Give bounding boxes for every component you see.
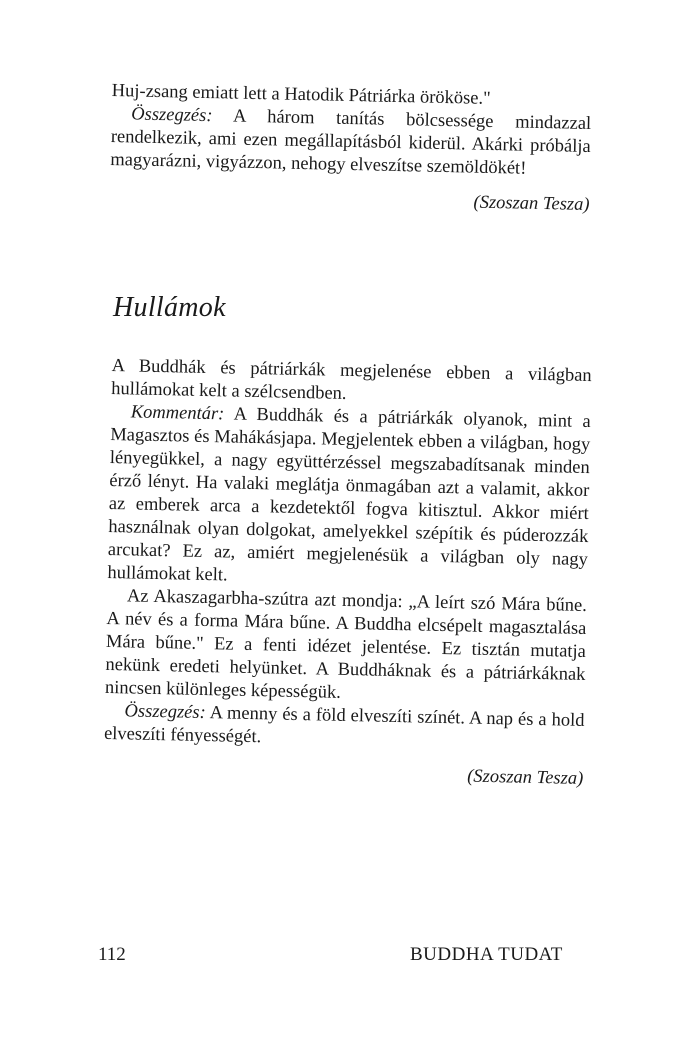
intro-signature: (Szoszan Tesza) [473, 192, 590, 216]
section-title: Hullámok [113, 292, 226, 323]
section-paragraph-3: Az Akaszagarbha-szútra azt mondja: „A leírt szó Mára bűne. A név és a forma Mára bűne. A Buddha elcsépelt magasztalása Mára bűne." Ez a fenti idézet jelentése. Ez tisztán mutatja nekünk eredeti helyünket. A Buddháknak és a pátriárkáknak nincsen különleges képességük. [104, 586, 588, 703]
intro-block [109, 80, 592, 217]
page-number: 112 [98, 944, 126, 965]
commentary-text: A Buddhák és a pátriárkák olyanok, mint a Magasztos és Mahákásjapa. Megjelentek ebben a világban, hogy lényegükkel, a nagy együttérzéssel megszabadítsanak minden érző lényt. Ha valaki meglátja önmagában azt a valamit, akkor az emberek arca a kezdetektől fogva kitisztul. Akkor miért használnak olyan dolgokat, amelyekkel szépítik és púderozzák arcukat? Ez az, amiért megjelenésük a világban oly nagy hullámokat kelt. [107, 404, 591, 586]
summary-label: Összegzés: [131, 104, 213, 127]
summary-text: A három tanítás bölcsessége mindazzal rendelkezik, ami ezen megállapításból kiderül. Akárki próbálja magyarázni, vigyázzon, nehogy elveszítse szemöldökét! [110, 106, 592, 179]
commentary-label: Kommentár: [130, 402, 225, 425]
intro-summary [110, 103, 591, 182]
section-body [103, 355, 592, 791]
intro-line: Huj-zsang emiatt lett a Hatodik Pátriárka örököse." [111, 80, 491, 109]
section-commentary [107, 401, 591, 595]
section-summary-label: Összegzés: [124, 701, 206, 724]
section-summary [104, 700, 585, 756]
section-paragraph-1: A Buddhák és pátriárkák megjelenése ebben a világban hullámokat kelt a szélcsendben. [111, 355, 592, 404]
section-signature: (Szoszan Tesza) [467, 766, 584, 789]
running-title: BUDDHA TUDAT [410, 944, 563, 965]
section-summary-text: A menny és a föld elveszíti színét. A nap és a hold elveszíti fényességét. [103, 703, 585, 748]
